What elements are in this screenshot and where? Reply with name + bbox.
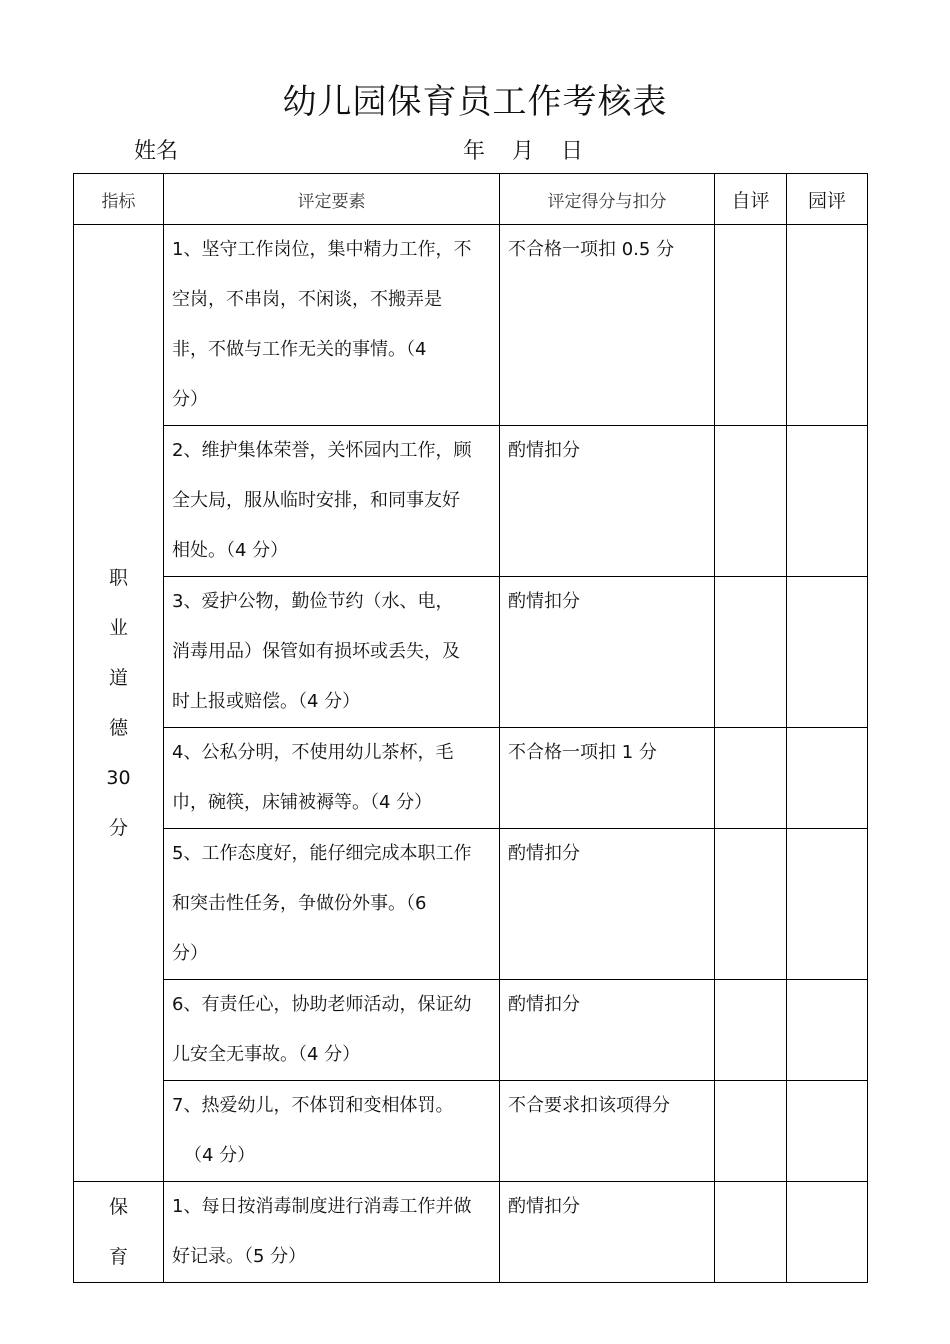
criterion-line: 2、维护集体荣誉，关怀园内工作，顾 [172,440,472,461]
header-row [74,174,868,225]
date-year-label: 年 [463,139,486,164]
criterion-line: 巾，碗筷，床铺被褥等。（4 分） [172,792,433,813]
school-eval-cell[interactable] [787,1182,868,1283]
criterion-cell [164,1182,500,1283]
score-rule-cell: 酌情扣分 [500,829,715,980]
criterion-cell [164,980,500,1081]
category-char: 业 [108,617,128,639]
table-row [74,829,868,980]
header-self-eval: 自评 [715,174,787,225]
criterion-line: 分） [172,389,208,410]
category-char: 保 [108,1196,128,1218]
header-school-eval: 园评 [787,174,868,225]
criterion-line: 相处。（4 分） [172,540,289,561]
table-row [74,426,868,577]
school-eval-cell[interactable] [787,577,868,728]
criterion-cell [164,225,500,426]
score-rule-cell: 酌情扣分 [500,426,715,577]
criterion-line: 5、工作态度好，能仔细完成本职工作 [172,843,472,864]
criterion-line: 时上报或赔偿。（4 分） [172,691,361,712]
table-row [74,728,868,829]
date-day-label: 日 [561,139,584,164]
category-char: 道 [108,667,128,689]
criterion-line: 和突击性任务，争做份外事。（6 [172,893,427,914]
table-row [74,1081,868,1182]
criterion-line: 1、每日按消毒制度进行消毒工作并做 [172,1196,472,1217]
criterion-line: 消毒用品）保管如有损坏或丢失，及 [172,641,460,662]
criterion-line: 4、公私分明，不使用幼儿茶杯，毛 [172,742,454,763]
score-rule-cell: 酌情扣分 [500,980,715,1081]
name-label: 姓名 [134,139,179,164]
school-eval-cell[interactable] [787,980,868,1081]
category-cell [74,1182,164,1283]
header-indicator: 指标 [74,174,164,225]
score-rule-cell: 不合格一项扣 0.5 分 [500,225,715,426]
header-elements: 评定要素 [164,174,500,225]
score-rule-cell: 不合格一项扣 1 分 [500,728,715,829]
header-score-deduction: 评定得分与扣分 [500,174,715,225]
school-eval-cell[interactable] [787,225,868,426]
criterion-line: （4 分） [184,1145,256,1166]
score-rule-cell: 酌情扣分 [500,1182,715,1283]
category-char: 育 [108,1246,128,1268]
criterion-cell [164,426,500,577]
self-eval-cell[interactable] [715,980,787,1081]
self-eval-cell[interactable] [715,426,787,577]
criterion-cell [164,577,500,728]
self-eval-cell[interactable] [715,1081,787,1182]
table-row [74,1182,868,1283]
school-eval-cell[interactable] [787,728,868,829]
criterion-cell [164,829,500,980]
page-title: 幼儿园保育员工作考核表 [282,82,668,122]
criterion-line: 空岗，不串岗，不闲谈，不搬弄是 [172,289,442,310]
category-char: 德 [108,717,128,739]
criterion-line: 好记录。（5 分） [172,1246,307,1267]
category-cell [74,225,164,1182]
category-char: 30 [106,767,131,789]
criterion-line: 6、有责任心，协助老师活动，保证幼 [172,994,472,1015]
criterion-cell [164,728,500,829]
category-char: 职 [108,567,128,589]
criterion-line: 1、坚守工作岗位，集中精力工作，不 [172,239,472,260]
self-eval-cell[interactable] [715,829,787,980]
table-row [74,225,868,426]
self-eval-cell[interactable] [715,225,787,426]
criterion-line: 3、爱护公物，勤俭节约（水、电， [172,591,454,612]
date-month-label: 月 [512,139,535,164]
school-eval-cell[interactable] [787,1081,868,1182]
criterion-line: 全大局，服从临时安排，和同事友好 [172,490,460,511]
self-eval-cell[interactable] [715,1182,787,1283]
criterion-line: 分） [172,943,208,964]
self-eval-cell[interactable] [715,577,787,728]
score-rule-cell: 不合要求扣该项得分 [500,1081,715,1182]
category-char: 分 [108,817,128,839]
school-eval-cell[interactable] [787,829,868,980]
table-row [74,980,868,1081]
criterion-line: 7、热爱幼儿，不体罚和变相体罚。 [172,1095,454,1116]
school-eval-cell[interactable] [787,426,868,577]
evaluation-table [73,173,868,1283]
self-eval-cell[interactable] [715,728,787,829]
criterion-cell [164,1081,500,1182]
criterion-line: 儿安全无事故。（4 分） [172,1044,361,1065]
table-row [74,577,868,728]
criterion-line: 非，不做与工作无关的事情。（4 [172,339,427,360]
score-rule-cell: 酌情扣分 [500,577,715,728]
